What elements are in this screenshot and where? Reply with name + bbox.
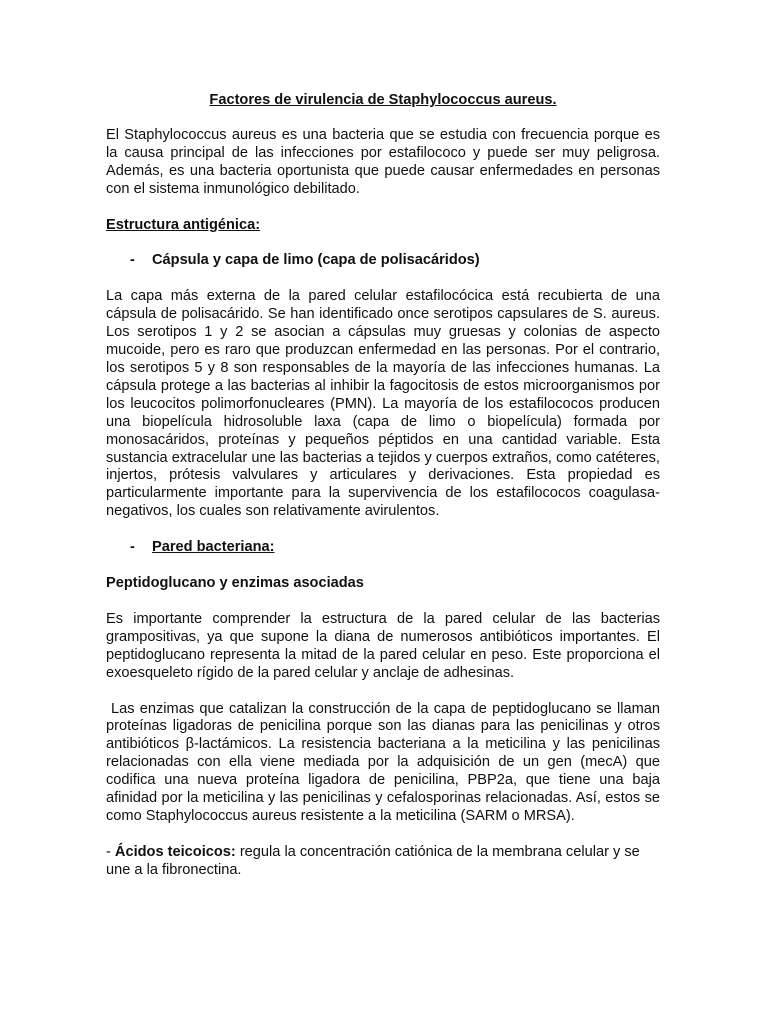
subheading-peptidoglycan: Peptidoglucano y enzimas asociadas: [106, 575, 364, 592]
cell-wall-paragraph: Es importante comprender la estructura de la pared celular de las bacterias grampositivas, ya que supone la diana de numerosos antibióticos importantes. El peptidoglucano representa la mitad de la pared celular en peso. Este proporciona el exoesqueleto rígido de la pared celular y anclaje de adhesinas.: [106, 610, 660, 681]
bullet-cell-wall: [106, 539, 660, 557]
bullet-capsule: [106, 252, 660, 270]
enzymes-paragraph: Las enzimas que catalizan la construcción de la capa de peptidoglucano se llaman proteínas ligadoras de penicilina porque son las dianas para las penicilinas y otros antibióticos β-lactámicos. La resistencia bacteriana a la meticilina y las penicilinas relacionadas con ella viene mediada por la adquisición de un gen (mecA) que codifica una nueva proteína ligadora de penicilina, PBP2a, que tiene una baja afinidad por la meticilina y las penicilinas y cefalosporinas relacionadas. Así, estos se como Staphylococcus aureus resistente a la meticilina (SARM o MRSA).: [106, 700, 660, 824]
intro-paragraph: El Staphylococcus aureus es una bacteria que se estudia con frecuencia porque es la causa principal de las infecciones por estafilococo y puede ser muy peligrosa. Además, es una bacteria oportunista que puede causar enfermedades en personas con el sistema inmunológico debilitado.: [106, 126, 660, 197]
bullet-cell-wall-label: Pared bacteriana:: [152, 539, 275, 556]
bullet-dash: -: [130, 539, 135, 556]
capsule-paragraph: La capa más externa de la pared celular estafilocócica está recubierta de una cápsula de polisacárido. Se han identificado once serotipos capsulares de S. aureus. Los serotipos 1 y 2 se asocian a cápsulas muy gruesas y colonias de aspecto mucoide, pero es raro que produzcan enfermedad en las personas. Por el contrario, los serotipos 5 y 8 son responsables de la mayoría de las infecciones humanas. La cápsula protege a las bacterias al inhibir la fagocitosis de estos microorganismos por los leucocitos polimorfonucleares (PMN). La mayoría de los estafilococos producen una biopelícula hidrosoluble laxa (capa de limo o biopelícula) formada por monosacáridos, proteínas y pequeños péptidos en una cantidad variable. Esta sustancia extracelular une las bacterias a tejidos y cuerpos extraños, como catéteres, injertos, prótesis valvulares y articulares y derivaciones. Esta propiedad es particularmente importante para la supervivencia de los estafilococos coagulasa-negativos, los cuales son relativamente avirulentos.: [106, 288, 660, 520]
teichoic-acids-item: [106, 844, 660, 880]
document-page: [106, 92, 660, 898]
section-heading-antigenic-structure: Estructura antigénica:: [106, 216, 261, 233]
bullet-dash: -: [130, 252, 135, 269]
teichoic-acids-text: regula la concentración catiónica de la membrana celular y se une a la fibronectina.: [106, 843, 640, 878]
bullet-capsule-label: Cápsula y capa de limo (capa de polisacáridos): [152, 252, 480, 269]
teichoic-dash: -: [106, 843, 115, 860]
document-title: Factores de virulencia de Staphylococcus aureus.: [209, 92, 557, 108]
teichoic-acids-label: Ácidos teicoicos:: [114, 843, 236, 860]
